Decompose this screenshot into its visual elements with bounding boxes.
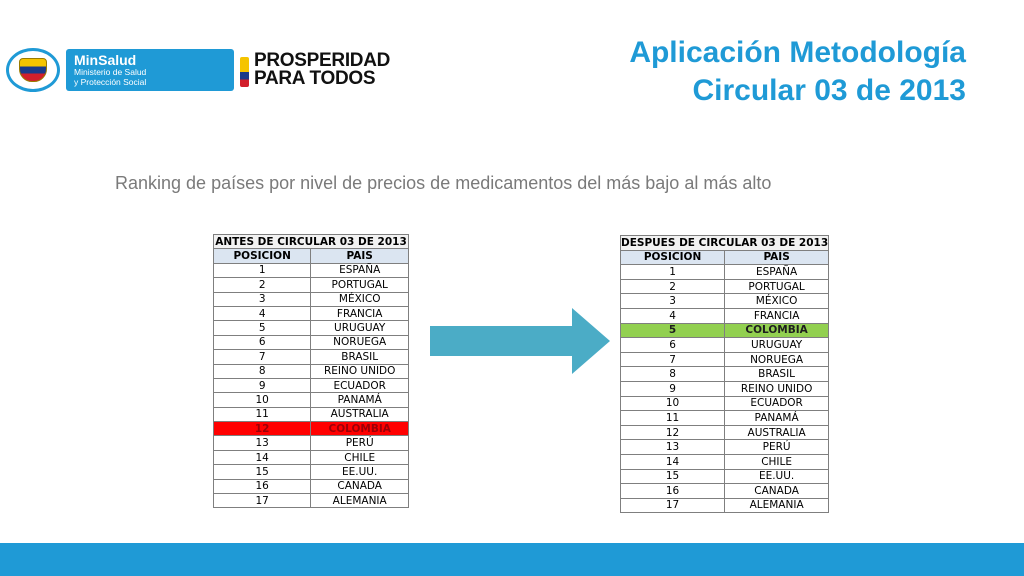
table-body — [214, 263, 409, 508]
cell-posicion: 2 — [621, 279, 725, 294]
cell-posicion: 5 — [214, 321, 311, 335]
cell-pais: PANAMÁ — [311, 393, 409, 407]
cell-posicion: 16 — [621, 484, 725, 499]
cell-posicion: 8 — [214, 364, 311, 378]
cell-pais: MÉXICO — [311, 292, 409, 306]
cell-posicion: 7 — [214, 350, 311, 364]
cell-pais: PORTUGAL — [725, 279, 829, 294]
minsalud-logo — [66, 49, 234, 91]
cell-pais: BRASIL — [725, 367, 829, 382]
cell-posicion: 7 — [621, 352, 725, 367]
table-row — [214, 378, 409, 392]
prosperidad-line-1: PROSPERIDAD — [254, 50, 391, 71]
ranking-table-after — [620, 235, 829, 513]
table-row — [214, 422, 409, 436]
table-caption: DESPUES DE CIRCULAR 03 DE 2013 — [621, 236, 829, 249]
cell-pais: CHILE — [311, 450, 409, 464]
cell-posicion: 9 — [214, 378, 311, 392]
cell-posicion: 13 — [214, 436, 311, 450]
slide-title-line-1: Aplicación Metodología — [629, 36, 966, 69]
cell-posicion: 6 — [621, 338, 725, 353]
cell-pais: ECUADOR — [725, 396, 829, 411]
table-row — [214, 364, 409, 378]
cell-pais: ECUADOR — [311, 378, 409, 392]
cell-posicion: 4 — [214, 306, 311, 320]
cell-pais: BRASIL — [311, 350, 409, 364]
table-row — [214, 465, 409, 479]
table-row — [621, 367, 829, 382]
cell-pais: PERÚ — [311, 436, 409, 450]
table-row — [621, 308, 829, 323]
cell-posicion: 14 — [621, 454, 725, 469]
table-row — [621, 265, 829, 280]
footer-bar — [0, 543, 1024, 576]
cell-posicion: 16 — [214, 479, 311, 493]
prosperidad-line-2: PARA TODOS — [254, 68, 376, 89]
cell-pais: PORTUGAL — [311, 278, 409, 292]
right-arrow-icon — [430, 308, 610, 374]
colombia-seal-logo — [6, 48, 60, 92]
table-row — [621, 484, 829, 499]
table-row — [214, 450, 409, 464]
column-header-posicion: POSICION — [214, 249, 311, 263]
cell-pais: COLOMBIA — [725, 323, 829, 338]
cell-pais: PANAMÁ — [725, 411, 829, 426]
coat-of-arms-icon — [19, 58, 47, 82]
table-row — [214, 335, 409, 349]
prosperidad-flag-icon — [240, 57, 249, 87]
prosperidad-logo — [254, 52, 390, 88]
table-row — [621, 279, 829, 294]
cell-pais: MÉXICO — [725, 294, 829, 309]
cell-pais: PERÚ — [725, 440, 829, 455]
cell-posicion: 4 — [621, 308, 725, 323]
cell-pais: AUSTRALIA — [725, 425, 829, 440]
table-row — [214, 350, 409, 364]
table-row — [621, 411, 829, 426]
cell-pais: NORUEGA — [311, 335, 409, 349]
table-row — [214, 306, 409, 320]
table-body — [621, 265, 829, 513]
cell-posicion: 11 — [214, 407, 311, 421]
table-row — [621, 425, 829, 440]
column-header-pais: PAIS — [725, 250, 829, 265]
table-row — [621, 498, 829, 513]
cell-posicion: 15 — [621, 469, 725, 484]
slide-title — [629, 34, 966, 110]
table-row — [621, 381, 829, 396]
table-row — [621, 440, 829, 455]
cell-posicion: 12 — [214, 422, 311, 436]
table-row — [214, 436, 409, 450]
cell-posicion: 11 — [621, 411, 725, 426]
cell-pais: URUGUAY — [311, 321, 409, 335]
cell-posicion: 5 — [621, 323, 725, 338]
table-row — [621, 294, 829, 309]
cell-posicion: 9 — [621, 381, 725, 396]
cell-posicion: 12 — [621, 425, 725, 440]
cell-pais: CANADA — [725, 484, 829, 499]
cell-pais: REINO UNIDO — [725, 381, 829, 396]
table-row — [214, 292, 409, 306]
table-row — [214, 278, 409, 292]
table-row — [214, 479, 409, 493]
cell-posicion: 10 — [621, 396, 725, 411]
table-row — [214, 494, 409, 508]
cell-pais: REINO UNIDO — [311, 364, 409, 378]
cell-pais: ALEMANIA — [311, 494, 409, 508]
cell-posicion: 1 — [621, 265, 725, 280]
cell-posicion: 10 — [214, 393, 311, 407]
cell-pais: NORUEGA — [725, 352, 829, 367]
minsalud-brand: MinSalud — [74, 52, 137, 68]
table-row — [214, 263, 409, 277]
slide-title-line-2: Circular 03 de 2013 — [692, 74, 966, 107]
cell-posicion: 2 — [214, 278, 311, 292]
cell-posicion: 17 — [621, 498, 725, 513]
cell-posicion: 17 — [214, 494, 311, 508]
cell-pais: CHILE — [725, 454, 829, 469]
ranking-table-before — [213, 234, 409, 508]
cell-pais: FRANCIA — [725, 308, 829, 323]
cell-pais: ESPAÑA — [311, 263, 409, 277]
cell-pais: COLOMBIA — [311, 422, 409, 436]
cell-posicion: 15 — [214, 465, 311, 479]
table-row — [621, 352, 829, 367]
column-header-posicion: POSICION — [621, 250, 725, 265]
cell-pais: EE.UU. — [311, 465, 409, 479]
minsalud-sub-2: y Protección Social — [74, 76, 147, 87]
cell-posicion: 14 — [214, 450, 311, 464]
cell-pais: ALEMANIA — [725, 498, 829, 513]
cell-posicion: 3 — [621, 294, 725, 309]
cell-pais: FRANCIA — [311, 306, 409, 320]
cell-pais: URUGUAY — [725, 338, 829, 353]
cell-pais: AUSTRALIA — [311, 407, 409, 421]
cell-posicion: 8 — [621, 367, 725, 382]
table-row — [621, 338, 829, 353]
cell-pais: EE.UU. — [725, 469, 829, 484]
cell-posicion: 3 — [214, 292, 311, 306]
table-row — [621, 454, 829, 469]
cell-pais: CANADA — [311, 479, 409, 493]
minsalud-sub-1: Ministerio de Salud — [74, 67, 147, 77]
cell-posicion: 6 — [214, 335, 311, 349]
table-row — [214, 321, 409, 335]
table-row — [621, 469, 829, 484]
column-header-pais: PAIS — [311, 249, 409, 263]
table-row — [214, 393, 409, 407]
cell-posicion: 13 — [621, 440, 725, 455]
cell-posicion: 1 — [214, 263, 311, 277]
table-row — [621, 323, 829, 338]
slide-subtitle: Ranking de países por nivel de precios de medicamentos del más bajo al más alto — [115, 173, 772, 193]
table-row — [214, 407, 409, 421]
cell-pais: ESPAÑA — [725, 265, 829, 280]
table-row — [621, 396, 829, 411]
table-caption: ANTES DE CIRCULAR 03 DE 2013 — [215, 235, 407, 248]
